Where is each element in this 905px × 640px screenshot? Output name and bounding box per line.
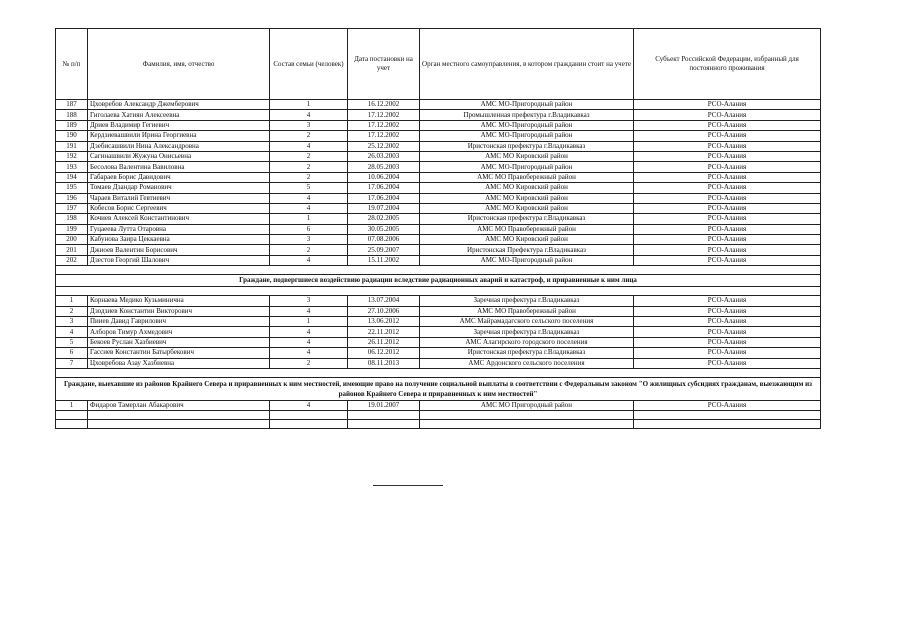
cell-family: 4 xyxy=(270,327,348,337)
cell-organ: АМС Ардонского сельского поселения xyxy=(420,358,634,368)
cell-date: 13.07.2004 xyxy=(348,296,420,306)
cell-organ: АМС МО Кировский район xyxy=(420,151,634,161)
empty-row xyxy=(56,420,821,429)
cell-name: Джиоев Валентин Борисович xyxy=(88,245,270,255)
table-row xyxy=(56,327,821,337)
cell-subject: РСО-Алания xyxy=(634,296,821,306)
cell-organ: АМС МО Правобережный район xyxy=(420,224,634,234)
cell-organ: Заречная префектура г.Владикавказ xyxy=(420,296,634,306)
cell-family: 4 xyxy=(270,193,348,203)
cell-date: 19.01.2007 xyxy=(348,400,420,410)
table-row xyxy=(56,151,821,161)
header-organ: Орган местного самоуправления, в котором гражданин стоит на учете xyxy=(420,29,634,100)
footer-rule xyxy=(373,485,443,486)
cell-family: 4 xyxy=(270,337,348,347)
table-row xyxy=(56,131,821,141)
table-row xyxy=(56,358,821,368)
spacer-row xyxy=(56,266,821,275)
cell-date: 16.12.2002 xyxy=(348,100,420,110)
cell-subject: РСО-Алания xyxy=(634,348,821,358)
section2-title: Граждане, подвергшиеся воздействию радиации вследствие радиационных аварий и катастроф, и приравненные к ним лица xyxy=(56,275,821,287)
cell-subject: РСО-Алания xyxy=(634,337,821,347)
table-row xyxy=(56,183,821,193)
cell-family: 5 xyxy=(270,183,348,193)
cell-date: 13.06.2012 xyxy=(348,317,420,327)
cell-num: 196 xyxy=(56,193,88,203)
cell-organ: АМС МО-Пригородный район xyxy=(420,162,634,172)
cell-subject: РСО-Алания xyxy=(634,306,821,316)
cell-subject: РСО-Алания xyxy=(634,400,821,410)
cell-family: 4 xyxy=(270,306,348,316)
cell-date: 26.11.2012 xyxy=(348,337,420,347)
cell-name: Гуцаеева Лутта Отаровна xyxy=(88,224,270,234)
cell-organ: АМС МО Кировский район xyxy=(420,183,634,193)
table-row xyxy=(56,348,821,358)
cell-date: 08.11.2013 xyxy=(348,358,420,368)
header-family: Состав семьи (человек) xyxy=(270,29,348,100)
table-row xyxy=(56,214,821,224)
table-row xyxy=(56,317,821,327)
cell-name: Кобесов Борис Сергеевич xyxy=(88,203,270,213)
cell-family: 4 xyxy=(270,141,348,151)
cell-num: 198 xyxy=(56,214,88,224)
cell-organ: Иристонская префектура г.Владикавказ xyxy=(420,348,634,358)
cell-subject: РСО-Алания xyxy=(634,131,821,141)
section3-title: Граждане, выехавшие из районов Крайнего Севера и приравненных к ним местностей, имеющие право на получение социальной выплаты в соответствии с Федеральным законом "О жилищных субсидиях гражданам, выезжающим из районов Крайнего Севера и приравненных к ним местностей" xyxy=(56,377,821,400)
section2 xyxy=(56,266,821,296)
cell-name: Гассиев Константин Батырбекович xyxy=(88,348,270,358)
cell-name: Алборов Тимур Ахмедович xyxy=(88,327,270,337)
cell-num: 1 xyxy=(56,296,88,306)
table-row xyxy=(56,100,821,110)
cell-name: Кабунова Заира Цеккаевна xyxy=(88,235,270,245)
table-row xyxy=(56,337,821,347)
cell-date: 28.05.2003 xyxy=(348,162,420,172)
cell-date: 26.03.2003 xyxy=(348,151,420,161)
cell-family: 4 xyxy=(270,348,348,358)
section3-rows xyxy=(56,400,821,410)
table-row xyxy=(56,296,821,306)
cell-date: 30.05.2005 xyxy=(348,224,420,234)
cell-name: Цховребова Азау Хазбиевна xyxy=(88,358,270,368)
header-num: № п/п xyxy=(56,29,88,100)
cell-name: Томаев Дзандар Романович xyxy=(88,183,270,193)
cell-subject: РСО-Алания xyxy=(634,327,821,337)
cell-subject: РСО-Алания xyxy=(634,224,821,234)
table-row xyxy=(56,141,821,151)
cell-date: 07.08.2006 xyxy=(348,235,420,245)
empty-row xyxy=(56,411,821,420)
cell-name: Цховребов Александр Джемберович xyxy=(88,100,270,110)
table-row xyxy=(56,162,821,172)
cell-num: 201 xyxy=(56,245,88,255)
section2-title-row xyxy=(56,275,821,287)
cell-name: Дзодзиев Константин Викторович xyxy=(88,306,270,316)
cell-organ: АМС Алагирского городского поселения xyxy=(420,337,634,347)
cell-name: Дзебисашвили Нина Александровна xyxy=(88,141,270,151)
cell-organ: АМС Майрамадагского сельского поселения xyxy=(420,317,634,327)
cell-name: Кочиев Алексей Константинович xyxy=(88,214,270,224)
cell-subject: РСО-Алания xyxy=(634,141,821,151)
cell-num: 197 xyxy=(56,203,88,213)
cell-subject: РСО-Алания xyxy=(634,317,821,327)
table-row xyxy=(56,224,821,234)
cell-date: 17.12.2002 xyxy=(348,131,420,141)
cell-date: 28.02.2005 xyxy=(348,214,420,224)
cell-subject: РСО-Алания xyxy=(634,255,821,265)
cell-num: 189 xyxy=(56,120,88,130)
cell-family: 4 xyxy=(270,203,348,213)
cell-family: 2 xyxy=(270,358,348,368)
cell-num: 2 xyxy=(56,306,88,316)
cell-num: 191 xyxy=(56,141,88,151)
cell-organ: АМС МО Правобережный район xyxy=(420,172,634,182)
cell-num: 195 xyxy=(56,183,88,193)
cell-subject: РСО-Алания xyxy=(634,245,821,255)
trailing-rows xyxy=(56,411,821,429)
cell-date: 06.12.2012 xyxy=(348,348,420,358)
cell-subject: РСО-Алания xyxy=(634,214,821,224)
cell-num: 199 xyxy=(56,224,88,234)
document-sheet xyxy=(55,28,820,429)
cell-organ: АМС МО Кировский район xyxy=(420,235,634,245)
cell-num: 194 xyxy=(56,172,88,182)
cell-family: 4 xyxy=(270,110,348,120)
cell-organ: АМС МО-Пригородный район xyxy=(420,120,634,130)
cell-num: 187 xyxy=(56,100,88,110)
cell-num: 192 xyxy=(56,151,88,161)
cell-name: Корнаева Медико Кузьминична xyxy=(88,296,270,306)
section3-title-row xyxy=(56,377,821,400)
header-date: Дата постановки на учет xyxy=(348,29,420,100)
section2-rows xyxy=(56,296,821,369)
cell-organ: Иристонская префектура г.Владикавказ xyxy=(420,141,634,151)
cell-family: 3 xyxy=(270,235,348,245)
cell-organ: Промышленная префектура г.Владикавказ xyxy=(420,110,634,120)
cell-subject: РСО-Алания xyxy=(634,172,821,182)
cell-num: 6 xyxy=(56,348,88,358)
cell-num: 4 xyxy=(56,327,88,337)
cell-name: Бесолова Валентина Вавиловна xyxy=(88,162,270,172)
cell-name: Чараев Виталий Гевтиевич xyxy=(88,193,270,203)
cell-name: Бекоев Руслан Хазбиевич xyxy=(88,337,270,347)
cell-num: 190 xyxy=(56,131,88,141)
registry-table xyxy=(55,28,821,429)
cell-organ: АМС МО Кировский район xyxy=(420,193,634,203)
cell-num: 5 xyxy=(56,337,88,347)
table-row xyxy=(56,306,821,316)
cell-name: Пииев Давид Гаврилович xyxy=(88,317,270,327)
cell-subject: РСО-Алания xyxy=(634,203,821,213)
table-row xyxy=(56,245,821,255)
cell-subject: РСО-Алания xyxy=(634,358,821,368)
table-row xyxy=(56,120,821,130)
cell-name: Сагинашвили Жужуна Онисьевна xyxy=(88,151,270,161)
spacer-row xyxy=(56,368,821,377)
main-rows xyxy=(56,100,821,266)
table-row xyxy=(56,235,821,245)
cell-family: 2 xyxy=(270,172,348,182)
table-row xyxy=(56,193,821,203)
table-row xyxy=(56,203,821,213)
cell-subject: РСО-Алания xyxy=(634,120,821,130)
cell-name: Габараев Борис Давидович xyxy=(88,172,270,182)
section3 xyxy=(56,368,821,400)
header-subject: Субъект Российской Федерации, избранный для постоянного проживания xyxy=(634,29,821,100)
cell-date: 17.06.2004 xyxy=(348,193,420,203)
table-row xyxy=(56,400,821,410)
cell-name: Кердзиевашвили Ирина Георгиевна xyxy=(88,131,270,141)
cell-date: 27.10.2006 xyxy=(348,306,420,316)
cell-family: 1 xyxy=(270,317,348,327)
cell-date: 17.12.2002 xyxy=(348,110,420,120)
cell-subject: РСО-Алания xyxy=(634,110,821,120)
cell-date: 17.12.2002 xyxy=(348,120,420,130)
cell-organ: АМС МО Правобережный район xyxy=(420,306,634,316)
cell-subject: РСО-Алания xyxy=(634,183,821,193)
cell-date: 25.12.2002 xyxy=(348,141,420,151)
cell-date: 15.11.2002 xyxy=(348,255,420,265)
table-row xyxy=(56,110,821,120)
cell-family: 1 xyxy=(270,214,348,224)
cell-subject: РСО-Алания xyxy=(634,151,821,161)
cell-num: 200 xyxy=(56,235,88,245)
cell-date: 22.11.2012 xyxy=(348,327,420,337)
cell-family: 2 xyxy=(270,245,348,255)
cell-family: 1 xyxy=(270,100,348,110)
cell-organ: АМС МО-Пригородный район xyxy=(420,255,634,265)
cell-date: 17.06.2004 xyxy=(348,183,420,193)
cell-family: 2 xyxy=(270,162,348,172)
header-name: Фамилия, имя, отчество xyxy=(88,29,270,100)
cell-organ: Иристонская префектура г.Владикавказ xyxy=(420,214,634,224)
cell-name: Гиголаева Хатиян Алексеевна xyxy=(88,110,270,120)
cell-organ: АМС МО Кировский район xyxy=(420,203,634,213)
cell-num: 193 xyxy=(56,162,88,172)
cell-subject: РСО-Алания xyxy=(634,100,821,110)
cell-family: 4 xyxy=(270,255,348,265)
cell-organ: АМС МО-Пригородный район xyxy=(420,131,634,141)
cell-organ: АМС МО Пригородный район xyxy=(420,400,634,410)
table-row xyxy=(56,172,821,182)
cell-subject: РСО-Алания xyxy=(634,162,821,172)
cell-name: Фидаров Тамерлан Абакарович xyxy=(88,400,270,410)
cell-date: 10.06.2004 xyxy=(348,172,420,182)
spacer-row xyxy=(56,287,821,296)
cell-organ: Иристонская Префектура г.Владикавказ xyxy=(420,245,634,255)
cell-subject: РСО-Алания xyxy=(634,235,821,245)
cell-family: 6 xyxy=(270,224,348,234)
cell-date: 25.09.2007 xyxy=(348,245,420,255)
cell-family: 4 xyxy=(270,400,348,410)
cell-num: 7 xyxy=(56,358,88,368)
cell-num: 202 xyxy=(56,255,88,265)
cell-family: 3 xyxy=(270,120,348,130)
cell-date: 19.07.2004 xyxy=(348,203,420,213)
cell-family: 2 xyxy=(270,131,348,141)
table-header-row xyxy=(56,29,821,100)
cell-name: Дриев Владимир Гегиевич xyxy=(88,120,270,130)
cell-name: Дзестов Георгий Шалович xyxy=(88,255,270,265)
table-row xyxy=(56,255,821,265)
cell-family: 3 xyxy=(270,296,348,306)
cell-num: 3 xyxy=(56,317,88,327)
cell-organ: АМС МО-Пригородный район xyxy=(420,100,634,110)
cell-subject: РСО-Алания xyxy=(634,193,821,203)
cell-family: 2 xyxy=(270,151,348,161)
cell-organ: Заречная префектура г.Владикавказ xyxy=(420,327,634,337)
cell-num: 188 xyxy=(56,110,88,120)
cell-num: 1 xyxy=(56,400,88,410)
